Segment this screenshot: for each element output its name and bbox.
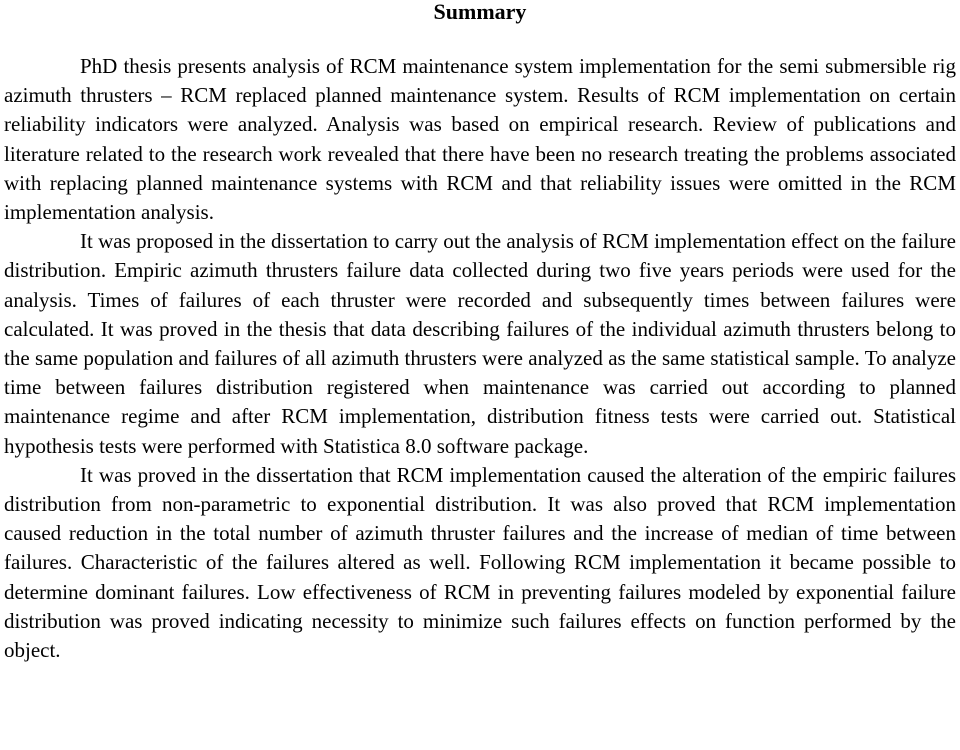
paragraph-2: It was proposed in the dissertation to carry out the analysis of RCM implementation effect on the failure distribution. Empiric azimuth thrusters failure data collected during two five years periods were used for the analysis. Times of failures of each thruster were recorded and subsequently times between failures were calculated. It was proved in the thesis that data describing failures of the individual azimuth thrusters belong to the same population and failures of all azimuth thrusters were analyzed as the same statistical sample. To analyze time between failures distribution registered when maintenance was carried out according to planned maintenance regime and after RCM implementation, distribution fitness tests were carried out. Statistical hypothesis tests were performed with Statistica 8.0 software package. bbox=[4, 229, 956, 458]
paragraph-1: PhD thesis presents analysis of RCM maintenance system implementation for the semi submersible rig azimuth thrusters – RCM replaced planned maintenance system. Results of RCM implementation on certain reliability indicators were analyzed. Analysis was based on empirical research. Review of publications and literature related to the research work revealed that there have been no research treating the problems associated with replacing planned maintenance systems with RCM and that reliability issues were omitted in the RCM implementation analysis. bbox=[4, 54, 956, 225]
document-page bbox=[4, 0, 956, 665]
page-title: Summary bbox=[433, 0, 527, 24]
paragraph-3: It was proved in the dissertation that RCM implementation caused the alteration of the empiric failures distribution from non-parametric to exponential distribution. It was also proved that RCM implementation caused reduction in the total number of azimuth thruster failures and the increase of median of time between failures. Characteristic of the failures altered as well. Following RCM implementation it became possible to determine dominant failures. Low effectiveness of RCM in preventing failures modeled by exponential failure distribution was proved indicating necessity to minimize such failures effects on function performed by the object. bbox=[4, 462, 956, 663]
title-spacer bbox=[4, 30, 956, 52]
